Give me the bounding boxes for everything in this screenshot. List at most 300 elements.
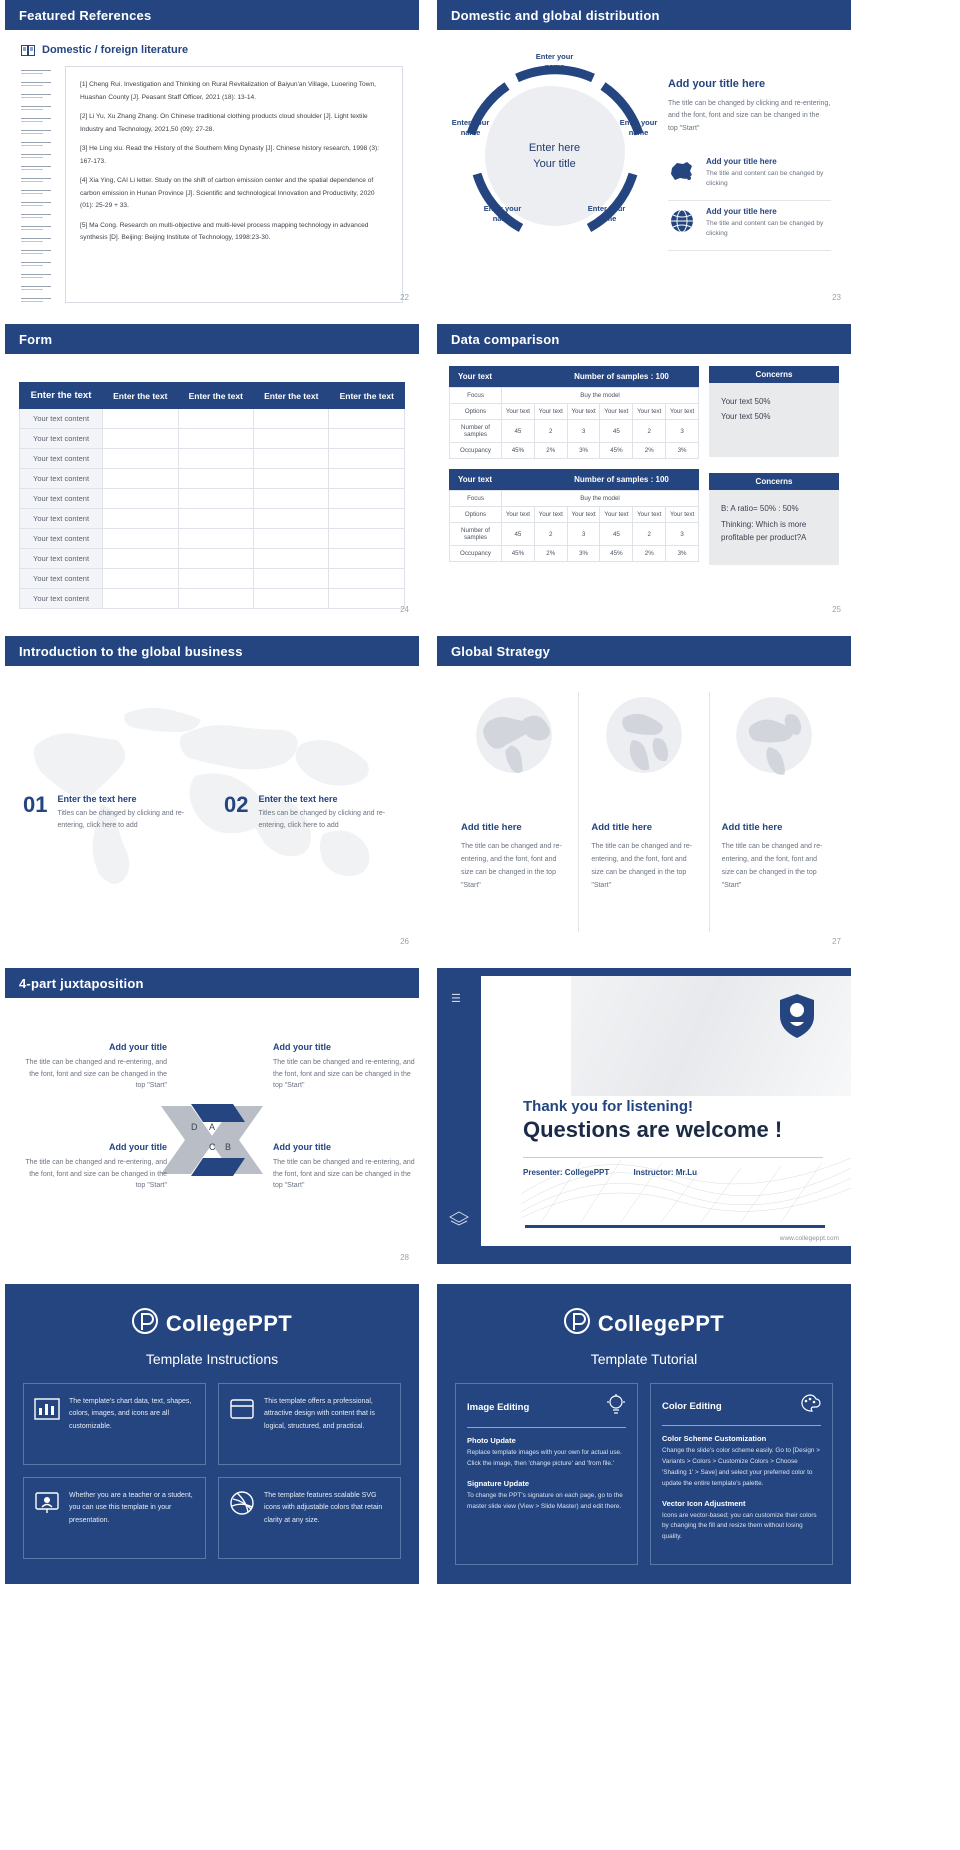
cell: Your text content xyxy=(20,489,103,509)
cell xyxy=(329,509,405,529)
website-url: www.collegeppt.com xyxy=(779,1235,839,1242)
cell xyxy=(178,429,253,449)
slide-form xyxy=(5,324,419,620)
strategy-column xyxy=(709,692,839,932)
column-header: Enter the text xyxy=(329,383,405,409)
cell: Your text xyxy=(567,404,600,420)
focus-label: Focus xyxy=(450,491,502,507)
instructor-label: Instructor: Mr.Lu xyxy=(633,1168,698,1177)
accent-bar xyxy=(525,1225,825,1228)
cell: 45% xyxy=(502,546,535,562)
table-row xyxy=(20,529,405,549)
references-content xyxy=(21,66,403,303)
tutorial-body xyxy=(437,1284,851,1584)
row-label: Number of samples xyxy=(450,523,502,546)
cell: 45 xyxy=(600,523,633,546)
table-row xyxy=(20,409,405,429)
cell: Your text xyxy=(666,404,699,420)
cell: Your text xyxy=(567,507,600,523)
quadrant-title: Add your title xyxy=(273,1042,331,1052)
quadrant-title: Add your title xyxy=(273,1142,331,1152)
cell xyxy=(178,529,253,549)
column-title: Add title here xyxy=(591,822,653,833)
slide-title-bar xyxy=(437,636,851,666)
tutorial-card xyxy=(455,1383,638,1565)
cell: 3 xyxy=(666,523,699,546)
references-section-header xyxy=(21,44,403,56)
reference-entry: [2] Li Yu, Xu Zhang Zhang. On Chinese traditional clothing products cloud shoulder [J]. Light textile Industry and Technology, 2021,50 (09): 27-28. xyxy=(80,113,368,133)
quadrant-bottom-right xyxy=(273,1142,419,1192)
item-desc: The title and content can be changed by clicking xyxy=(706,169,824,188)
list-item xyxy=(23,794,198,832)
focus-label: Focus xyxy=(450,388,502,404)
cell: Your text xyxy=(534,507,567,523)
cell xyxy=(329,529,405,549)
node-label: Enter your name xyxy=(535,52,574,72)
concerns-line: Your text 50% xyxy=(721,412,771,421)
node-label: Enter your name xyxy=(587,204,626,224)
cell: 3% xyxy=(567,443,600,459)
item-title: Add your title here xyxy=(706,206,777,216)
reference-entry: [1] Cheng Rui. Investigation and Thinking on Rural Revitalization of Baiyun'an Village, Luoering Town, Huashan County [J]. Peasant Staff Officer, 2021 (18): 13-14. xyxy=(80,81,376,101)
cell xyxy=(254,509,329,529)
table-row xyxy=(450,546,699,562)
cell: Your text content xyxy=(20,469,103,489)
cell xyxy=(178,409,253,429)
cell xyxy=(254,589,329,609)
distribution-body xyxy=(437,30,851,296)
cell xyxy=(103,469,178,489)
slide-template-tutorial xyxy=(437,1284,851,1584)
thank-you-text xyxy=(523,1098,823,1177)
comparison-block xyxy=(449,469,699,562)
cell: 45% xyxy=(600,546,633,562)
item-title: Add your title here xyxy=(706,156,777,166)
global-business-body xyxy=(5,666,419,932)
section-title: Vector Icon Adjustment xyxy=(662,1498,746,1508)
x-shape-icon xyxy=(157,1094,267,1204)
table-row xyxy=(20,589,405,609)
reference-entry: [4] Xia Ying, CAI Li letter. Study on the shift of carbon emission center and the spatial dependence of carbon emission in Hunan Province [J]. Scientific and technological Innovation and Productivity, 2020 (01): 25-29 + 33. xyxy=(80,177,375,210)
tutorial-cards xyxy=(455,1383,833,1565)
card-header xyxy=(662,1394,821,1426)
cell xyxy=(329,549,405,569)
table-row xyxy=(450,491,699,507)
presenter-label: Presenter: CollegePPT xyxy=(523,1168,610,1177)
cell: Your text xyxy=(666,507,699,523)
section-text: Replace template images with your own for actual use. Click the image, then 'change picture' and 'from file.' xyxy=(467,1449,622,1467)
page-number: 23 xyxy=(832,293,841,302)
quadrant-bottom-left xyxy=(19,1142,167,1192)
cell xyxy=(329,489,405,509)
quadrant-desc: The title can be changed and re-entering, and the font, font and size can be changed in the top "Start" xyxy=(273,1159,415,1190)
quadrant-top-right xyxy=(273,1042,419,1092)
card-text: This template offers a professional, attractive design with content that is logical, structured, and practical. xyxy=(264,1398,375,1430)
cell: 3 xyxy=(567,523,600,546)
page-title: Featured References xyxy=(19,7,152,23)
tutorial-subtitle: Template Tutorial xyxy=(590,1351,698,1367)
references-list xyxy=(65,66,403,303)
card-title: Image Editing xyxy=(467,1402,530,1413)
table-row xyxy=(20,449,405,469)
section-text: Change the slide's color scheme easily. Go to [Design > Variants > Colors > Customize Colors > Choose 'Shading 1' > Save] and select your preferred color to update the entire template's palette. xyxy=(662,1447,820,1487)
cell: Your text content xyxy=(20,409,103,429)
slide-four-part-juxtaposition xyxy=(5,968,419,1268)
page-number: 25 xyxy=(832,605,841,614)
column-desc: The title can be changed and re-entering, and the font, font and size can be changed in the top "Start" xyxy=(591,843,693,889)
page-title: Form xyxy=(19,331,53,347)
item-desc: The title and content can be changed by clicking xyxy=(706,219,824,238)
comparison-tables xyxy=(449,366,699,620)
slide-global-business xyxy=(5,636,419,952)
dribbble-icon xyxy=(229,1490,255,1546)
cell: Your text content xyxy=(20,529,103,549)
page-title: 4-part juxtaposition xyxy=(19,975,144,991)
item-number: 02 xyxy=(224,792,249,817)
form-body xyxy=(5,354,419,609)
item-number: 01 xyxy=(23,792,48,817)
references-body xyxy=(5,30,419,308)
column-title: Add title here xyxy=(461,822,522,833)
cell: Your text content xyxy=(20,589,103,609)
slide-featured-references xyxy=(5,0,419,308)
cell xyxy=(103,569,178,589)
page-number: 28 xyxy=(400,1253,409,1262)
comparison-table xyxy=(449,387,699,459)
comparison-table xyxy=(449,490,699,562)
cell: 2% xyxy=(633,443,666,459)
instructions-subtitle: Template Instructions xyxy=(145,1351,279,1367)
cell xyxy=(178,589,253,609)
concerns-body xyxy=(709,383,839,457)
model-label: Buy the model xyxy=(502,491,699,507)
brand-name: CollegePPT xyxy=(597,1310,725,1336)
cell: 3 xyxy=(666,420,699,443)
concerns-line: B: A ratio= 50% : 50% xyxy=(721,504,799,513)
page-number: 24 xyxy=(400,605,409,614)
row-label: Options xyxy=(450,404,502,420)
layers-icon xyxy=(449,1211,469,1234)
cell: Your text xyxy=(600,507,633,523)
concerns-panel xyxy=(709,473,839,565)
column-desc: The title can be changed and re-entering, and the font, font and size can be changed in the top "Start" xyxy=(721,843,823,889)
section-title: Signature Update xyxy=(467,1478,530,1488)
card-section xyxy=(662,1434,821,1490)
block-header-right: Number of samples : 100 xyxy=(574,475,669,484)
block-header-left: Your text xyxy=(458,372,493,381)
cell: Your text content xyxy=(20,509,103,529)
column-header: Enter the text xyxy=(178,383,253,409)
concerns-body xyxy=(709,490,839,565)
numbered-items xyxy=(23,794,399,832)
reference-entry: [5] Ma Cong. Research on multi-objective and multi-level process mapping technology in advanced synthesis [D]. Beijing: Beijing Institute of Technology, 1998:23-30. xyxy=(80,221,369,242)
distribution-diagram xyxy=(447,42,662,296)
block-header-right: Number of samples : 100 xyxy=(574,372,669,381)
cell xyxy=(254,429,329,449)
table-row xyxy=(20,549,405,569)
table-row xyxy=(450,523,699,546)
concerns-line: Your text 50% xyxy=(721,397,771,406)
cell xyxy=(103,449,178,469)
concerns-panel xyxy=(709,366,839,457)
table-row xyxy=(20,489,405,509)
distribution-text-panel xyxy=(662,42,837,296)
page-number: 22 xyxy=(400,293,409,302)
node-label: Enter your name xyxy=(619,118,658,138)
quadrant-desc: The title can be changed and re-entering, and the font, font and size can be changed in the top "Start" xyxy=(25,1159,167,1190)
strategy-column xyxy=(578,692,708,932)
cell: Your text xyxy=(633,507,666,523)
page-number: 26 xyxy=(400,937,409,946)
cell: 3 xyxy=(567,420,600,443)
cell xyxy=(329,449,405,469)
cell: 45% xyxy=(502,443,535,459)
cell: Your text xyxy=(502,507,535,523)
instruction-card xyxy=(23,1383,206,1465)
palette-icon xyxy=(799,1394,821,1419)
row-label: Occupancy xyxy=(450,546,502,562)
cell: Your text xyxy=(633,404,666,420)
reference-entry: [3] He Ling xiu. Read the History of the Southern Ming Dynasty [J]. Chinese history research, 1998 (3): 167-173. xyxy=(80,145,380,165)
svg-text:C: C xyxy=(209,1142,216,1152)
cell: 45 xyxy=(600,420,633,443)
cell xyxy=(178,469,253,489)
concerns-tab: Concerns xyxy=(709,366,839,383)
column-header: Enter the text xyxy=(254,383,329,409)
slide-template-instructions xyxy=(5,1284,419,1584)
layout-icon xyxy=(229,1396,255,1452)
chart-icon xyxy=(34,1396,60,1452)
panel-title: Add your title here xyxy=(668,78,766,90)
tutorial-card xyxy=(650,1383,833,1565)
section-title: Color Scheme Customization xyxy=(662,1434,767,1443)
thank-you-card xyxy=(481,976,851,1246)
cell xyxy=(178,549,253,569)
column-desc: The title can be changed and re-entering, and the font, font and size can be changed in the top "Start" xyxy=(461,843,562,889)
page-title: Data comparison xyxy=(451,331,560,347)
data-table xyxy=(19,382,405,609)
cell xyxy=(254,549,329,569)
item-desc: Titles can be changed by clicking and re-entering, click here to add xyxy=(57,810,185,829)
cell: 45% xyxy=(600,443,633,459)
list-item xyxy=(224,794,399,832)
p-mark-icon xyxy=(564,1306,590,1341)
comparison-block xyxy=(449,366,699,459)
presenter-icon xyxy=(34,1490,60,1546)
center-line-1: Enter here xyxy=(528,141,581,154)
svg-text:A: A xyxy=(209,1122,216,1132)
row-label: Options xyxy=(450,507,502,523)
table-row xyxy=(20,509,405,529)
section-text: To change the PPT's signature on each page, go to the master slide view (View > Slide Master) and edit there. xyxy=(467,1491,623,1510)
slide-title-bar xyxy=(437,324,851,354)
row-label: Occupancy xyxy=(450,443,502,459)
globe-icon xyxy=(601,692,687,778)
slide-thank-you xyxy=(437,968,851,1268)
table-row xyxy=(20,429,405,449)
cell xyxy=(103,529,178,549)
concerns-panels xyxy=(709,366,839,620)
table-row xyxy=(20,469,405,489)
card-section xyxy=(662,1499,821,1544)
slide-title-bar xyxy=(5,636,419,666)
page-number: 27 xyxy=(832,937,841,946)
cell xyxy=(329,569,405,589)
shield-logo-icon xyxy=(777,992,817,1045)
globe-icon xyxy=(731,692,817,778)
column-title: Add title here xyxy=(721,822,783,833)
decorative-lines xyxy=(21,66,57,303)
global-strategy-body xyxy=(437,666,851,932)
card-text: The template's chart data, text, shapes, colors, images, and icons are all customizable. xyxy=(69,1398,192,1430)
cell xyxy=(254,449,329,469)
block-header xyxy=(449,366,699,387)
cell xyxy=(178,449,253,469)
cell xyxy=(178,489,253,509)
cell: 2 xyxy=(534,420,567,443)
list-item xyxy=(668,201,831,251)
column-header: Enter the text xyxy=(20,383,103,409)
cell xyxy=(103,409,178,429)
instructions-body xyxy=(5,1284,419,1584)
cell: 2% xyxy=(534,546,567,562)
table-row xyxy=(450,443,699,459)
thank-you-body xyxy=(437,968,851,1264)
cell xyxy=(254,489,329,509)
bulb-icon xyxy=(606,1394,626,1421)
table-row xyxy=(20,569,405,589)
slide-domestic-global-distribution xyxy=(437,0,851,308)
cell xyxy=(178,569,253,589)
thanks-line-2: Questions are welcome ! xyxy=(523,1117,783,1142)
cell xyxy=(103,509,178,529)
book-icon xyxy=(21,45,35,56)
data-comparison-body xyxy=(437,354,851,620)
strategy-column xyxy=(449,692,578,932)
slide-title-bar xyxy=(5,324,419,354)
cell: 2 xyxy=(633,420,666,443)
section-title: Photo Update xyxy=(467,1436,516,1445)
model-label: Buy the model xyxy=(502,388,699,404)
page-title: Global Strategy xyxy=(451,643,551,659)
cell: 3% xyxy=(666,546,699,562)
instruction-card xyxy=(23,1477,206,1559)
center-line-2: Your title xyxy=(533,158,576,170)
slide-global-strategy xyxy=(437,636,851,952)
svg-text:D: D xyxy=(191,1122,198,1132)
quadrant-title: Add your title xyxy=(109,1142,167,1152)
node-label: Enter your name xyxy=(451,118,490,138)
quadrant-title: Add your title xyxy=(109,1042,167,1052)
block-header-left: Your text xyxy=(458,475,493,484)
cell xyxy=(254,409,329,429)
page-title: Domestic and global distribution xyxy=(451,7,660,23)
column-header: Enter the text xyxy=(103,383,178,409)
cell: Your text content xyxy=(20,449,103,469)
divider xyxy=(523,1157,823,1158)
block-header xyxy=(449,469,699,490)
row-label: Number of samples xyxy=(450,420,502,443)
cell xyxy=(178,509,253,529)
cell xyxy=(103,429,178,449)
cell: 3% xyxy=(666,443,699,459)
cell: Your text xyxy=(600,404,633,420)
cell: 2% xyxy=(534,443,567,459)
juxtaposition-body xyxy=(5,998,419,1268)
instruction-cards xyxy=(23,1383,401,1559)
card-title: Color Editing xyxy=(662,1401,722,1412)
thanks-line-1: Thank you for listening! xyxy=(523,1098,694,1115)
cell: Your text xyxy=(502,404,535,420)
item-desc: Titles can be changed by clicking and re-entering, click here to add xyxy=(258,810,386,829)
card-text: The template features scalable SVG icons with adjustable colors that retain clarity at any size. xyxy=(264,1492,383,1524)
instruction-card xyxy=(218,1477,401,1559)
concerns-note: Thinking: Which is more profitable per product?A xyxy=(721,520,807,542)
card-section xyxy=(467,1436,626,1470)
brand-name: CollegePPT xyxy=(165,1310,293,1336)
card-section xyxy=(467,1479,626,1513)
cell: 2 xyxy=(534,523,567,546)
item-title: Enter the text here xyxy=(258,794,338,804)
table-row xyxy=(450,388,699,404)
cell xyxy=(103,549,178,569)
cell: 45 xyxy=(502,523,535,546)
p-mark-icon xyxy=(132,1306,158,1341)
cell xyxy=(254,529,329,549)
panel-desc: The title can be changed by clicking and re-entering, and the font, font and size can be changed in the top "Start" xyxy=(668,100,831,132)
slide-title-bar xyxy=(5,968,419,998)
page-title: Introduction to the global business xyxy=(19,643,243,659)
section-text: Icons are vector-based; you can customize their colors by changing the fill and resize them without losing quality. xyxy=(662,1511,817,1541)
card-header xyxy=(467,1394,626,1428)
item-title: Enter the text here xyxy=(57,794,137,804)
brand-logo xyxy=(455,1306,833,1341)
quadrant-desc: The title can be changed and re-entering, and the font, font and size can be changed in the top "Start" xyxy=(25,1059,167,1090)
slide-title-bar xyxy=(5,0,419,30)
cell xyxy=(254,569,329,589)
slide-data-comparison xyxy=(437,324,851,620)
credits xyxy=(523,1168,823,1177)
globe-icon xyxy=(471,692,557,778)
svg-text:B: B xyxy=(225,1142,232,1152)
references-section-label: Domestic / foreign literature xyxy=(42,44,189,56)
cell xyxy=(329,429,405,449)
brand-logo xyxy=(23,1306,401,1341)
table-row xyxy=(450,404,699,420)
globe-icon xyxy=(668,207,696,235)
concerns-tab: Concerns xyxy=(709,473,839,490)
cell: 2 xyxy=(633,523,666,546)
china-map-icon xyxy=(668,157,696,185)
slide-title-bar xyxy=(437,0,851,30)
menu-icon: ☰ xyxy=(451,993,461,1005)
cell: Your text content xyxy=(20,569,103,589)
cell: Your text content xyxy=(20,429,103,449)
list-item xyxy=(668,151,831,201)
instruction-card xyxy=(218,1383,401,1465)
cell: 45 xyxy=(502,420,535,443)
cell xyxy=(103,489,178,509)
quadrant-desc: The title can be changed and re-entering, and the font, font and size can be changed in the top "Start" xyxy=(273,1059,415,1090)
table-row xyxy=(450,507,699,523)
cell: 3% xyxy=(567,546,600,562)
cell xyxy=(254,469,329,489)
card-text: Whether you are a teacher or a student, you can use this template in your presentation. xyxy=(69,1492,193,1524)
cell xyxy=(329,409,405,429)
cell: Your text content xyxy=(20,549,103,569)
quadrant-top-left xyxy=(19,1042,167,1092)
table-row xyxy=(450,420,699,443)
